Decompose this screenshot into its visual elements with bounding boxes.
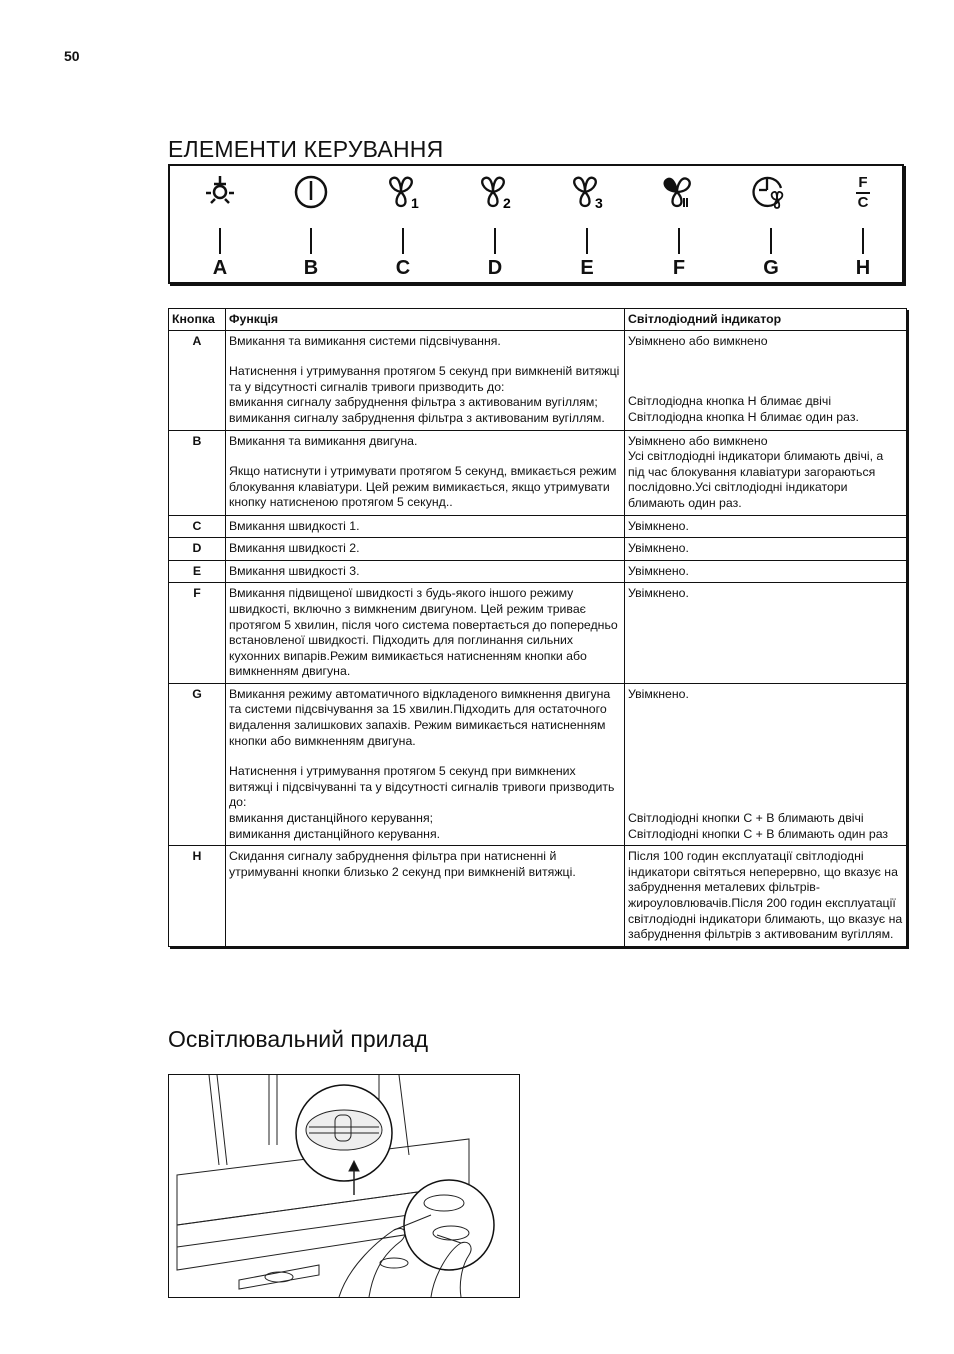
hood-lamp-replacement-drawing: [169, 1075, 520, 1298]
row-key: A: [169, 330, 226, 430]
table-row: [169, 560, 907, 583]
control-f-letter: F: [672, 257, 686, 279]
power-icon: [291, 172, 331, 212]
text-line: Увімкнено.: [628, 586, 689, 601]
table-row: [169, 430, 907, 515]
text-line: Скидання сигналу забруднення фільтра при натисненні й утримуванні кнопки близько 2 секунд при вимкненій витяжці.: [229, 849, 576, 879]
row-function: [226, 430, 625, 515]
control-b-letter: B: [303, 257, 319, 279]
control-e-marker: [586, 228, 588, 254]
control-b: [281, 172, 341, 278]
text-line: вмикання сигналу забруднення фільтра з активованим вугіллям;: [229, 395, 598, 410]
control-panel-diagram: [168, 164, 904, 284]
row-led: [625, 330, 907, 430]
control-g-letter: G: [763, 257, 779, 279]
control-a: [190, 172, 250, 278]
control-c-marker: [402, 228, 404, 254]
row-key: D: [169, 538, 226, 561]
text-line: Світлодіодні кнопки C + B блимають один раз: [628, 826, 889, 841]
controls-table: [168, 308, 907, 947]
text-line: Увімкнено.: [628, 686, 689, 701]
text-line: Увімкнено.: [628, 563, 689, 578]
row-led: [625, 538, 907, 561]
text-line: Вмикання швидкості 2.: [229, 541, 360, 556]
fan-boost-icon: [657, 172, 701, 212]
row-function: [226, 846, 625, 947]
control-f-marker: [678, 228, 680, 254]
row-function: [226, 330, 625, 430]
text-line: Вмикання підвищеної швидкості з будь-якого іншого режиму швидкості, включно з вимкненим двигуном. Цей режим триває протягом 5 хвилин, після чого система повертається до попередньо встановленої швидкості. Підходить для поглинання сильних кухонних випарів.Режим вимикається натисненням кнопки або вимкненням двигуна.: [229, 586, 618, 679]
fan-speed-1-icon: [381, 172, 425, 212]
row-function: [226, 560, 625, 583]
control-c-sub: 1: [411, 195, 419, 211]
control-b-marker: [310, 228, 312, 254]
text-line: Усі світлодіодні індикатори блимають двічі, а під час блокування клавіатури загораються послідовно.Усі світлодіодні індикатори блимають один раз.: [628, 449, 884, 510]
text-line: Після 100 годин експлуатації світлодіодні індикатори світяться неперервно, що вказує на забруднення металевих фільтрів-жироуловлювачів.Після 200 годин експлуатації світлодіодні індикатори блимають, що вказує на забруднення фільтрів з активованим вугіллям.: [628, 849, 903, 942]
control-a-letter: A: [212, 257, 228, 279]
lighting-illustration: [168, 1074, 520, 1298]
text-line: Вмикання та вимикання двигуна.: [229, 433, 418, 448]
control-g-marker: [770, 228, 772, 254]
control-e-sub: 3: [595, 195, 603, 211]
text-line: Світлодіодні кнопки C + B блимають двічі: [628, 811, 864, 826]
header-led: Світлодіодний індикатор: [625, 309, 907, 331]
control-e: [557, 172, 617, 278]
table-row: [169, 330, 907, 430]
header-function: Функція: [226, 309, 625, 331]
text-line: Натиснення і утримування протягом 5 секунд при вимкнених витяжці і підсвічуванні та у відсутності сигналів тривоги призводить до:: [229, 764, 615, 810]
text-line: Вмикання швидкості 1.: [229, 518, 360, 533]
text-line: Вмикання швидкості 3.: [229, 563, 360, 578]
control-d-letter: D: [487, 257, 503, 279]
row-led: [625, 683, 907, 845]
row-led: [625, 515, 907, 538]
text-line: Увімкнено або вимкнено: [628, 433, 768, 448]
text-line: Якщо натиснути і утримувати протягом 5 секунд, вмикається режим блокування клавіатури. Цей режим вимикається, якщо утримувати кнопку натисненою протягом 5 секунд..: [229, 464, 617, 510]
control-g: [741, 172, 801, 278]
row-function: [226, 515, 625, 538]
filter-fc-icon: [833, 172, 893, 212]
row-key: E: [169, 560, 226, 583]
row-key: B: [169, 430, 226, 515]
control-h-letter: H: [855, 257, 871, 279]
text-line: Вмикання режиму автоматичного відкладеного вимкнення двигуна та системи підсвічування за 15 хвилин.Підходить для остаточного видалення залишкових запахів. Режим вимикається натисненням кнопки або вимкненням двигуна.: [229, 686, 611, 748]
text-line: вимикання дистанційного керування.: [229, 826, 441, 841]
row-key: F: [169, 583, 226, 684]
control-c: [373, 172, 433, 278]
lighting-section-title: Освітлювальний прилад: [168, 1026, 429, 1052]
row-led: [625, 560, 907, 583]
table-row: [169, 683, 907, 845]
text-line: Світлодіодна кнопка H блимає один раз.: [628, 409, 859, 424]
text-line: Вмикання та вимикання системи підсвічування.: [229, 333, 501, 348]
control-d-sub: 2: [503, 195, 511, 211]
row-led: [625, 583, 907, 684]
text-line: вимикання сигналу забруднення фільтра з активованим вугіллям.: [229, 410, 605, 425]
control-c-letter: C: [395, 257, 411, 279]
section-title: ЕЛЕМЕНТИ КЕРУВАННЯ: [168, 136, 444, 162]
table-row: [169, 538, 907, 561]
row-function: [226, 583, 625, 684]
control-e-letter: E: [580, 257, 594, 279]
row-function: [226, 683, 625, 845]
row-led: [625, 846, 907, 947]
row-function: [226, 538, 625, 561]
row-key: H: [169, 846, 226, 947]
timer-fan-icon: [749, 172, 793, 212]
fan-speed-3-icon: [565, 172, 609, 212]
filter-fc-bottom: C: [857, 194, 869, 211]
light-bulb-icon: [200, 172, 240, 212]
control-a-marker: [219, 228, 221, 254]
text-line: вмикання дистанційного керування;: [229, 811, 434, 826]
fan-speed-2-icon: [473, 172, 517, 212]
text-line: Увімкнено.: [628, 541, 689, 556]
text-line: Увімкнено.: [628, 518, 689, 533]
page-number: 50: [64, 48, 80, 64]
filter-fc-top: F: [858, 174, 868, 191]
text-line: Світлодіодна кнопка H блимає двічі: [628, 394, 832, 409]
table-row: [169, 583, 907, 684]
table-header-row: [169, 309, 907, 331]
text-line: Увімкнено або вимкнено: [628, 333, 768, 348]
control-f: [649, 172, 709, 278]
text-line: Натиснення і утримування протягом 5 секунд при вимкненій витяжці та у відсутності сигналів тривоги призводить до:: [229, 364, 620, 394]
control-d: [465, 172, 525, 278]
header-button: Кнопка: [169, 309, 226, 331]
row-key: G: [169, 683, 226, 845]
row-key: C: [169, 515, 226, 538]
control-d-marker: [494, 228, 496, 254]
control-h-marker: [862, 228, 864, 254]
row-led: [625, 430, 907, 515]
table-row: [169, 515, 907, 538]
table-row: [169, 846, 907, 947]
control-h: [833, 172, 893, 278]
